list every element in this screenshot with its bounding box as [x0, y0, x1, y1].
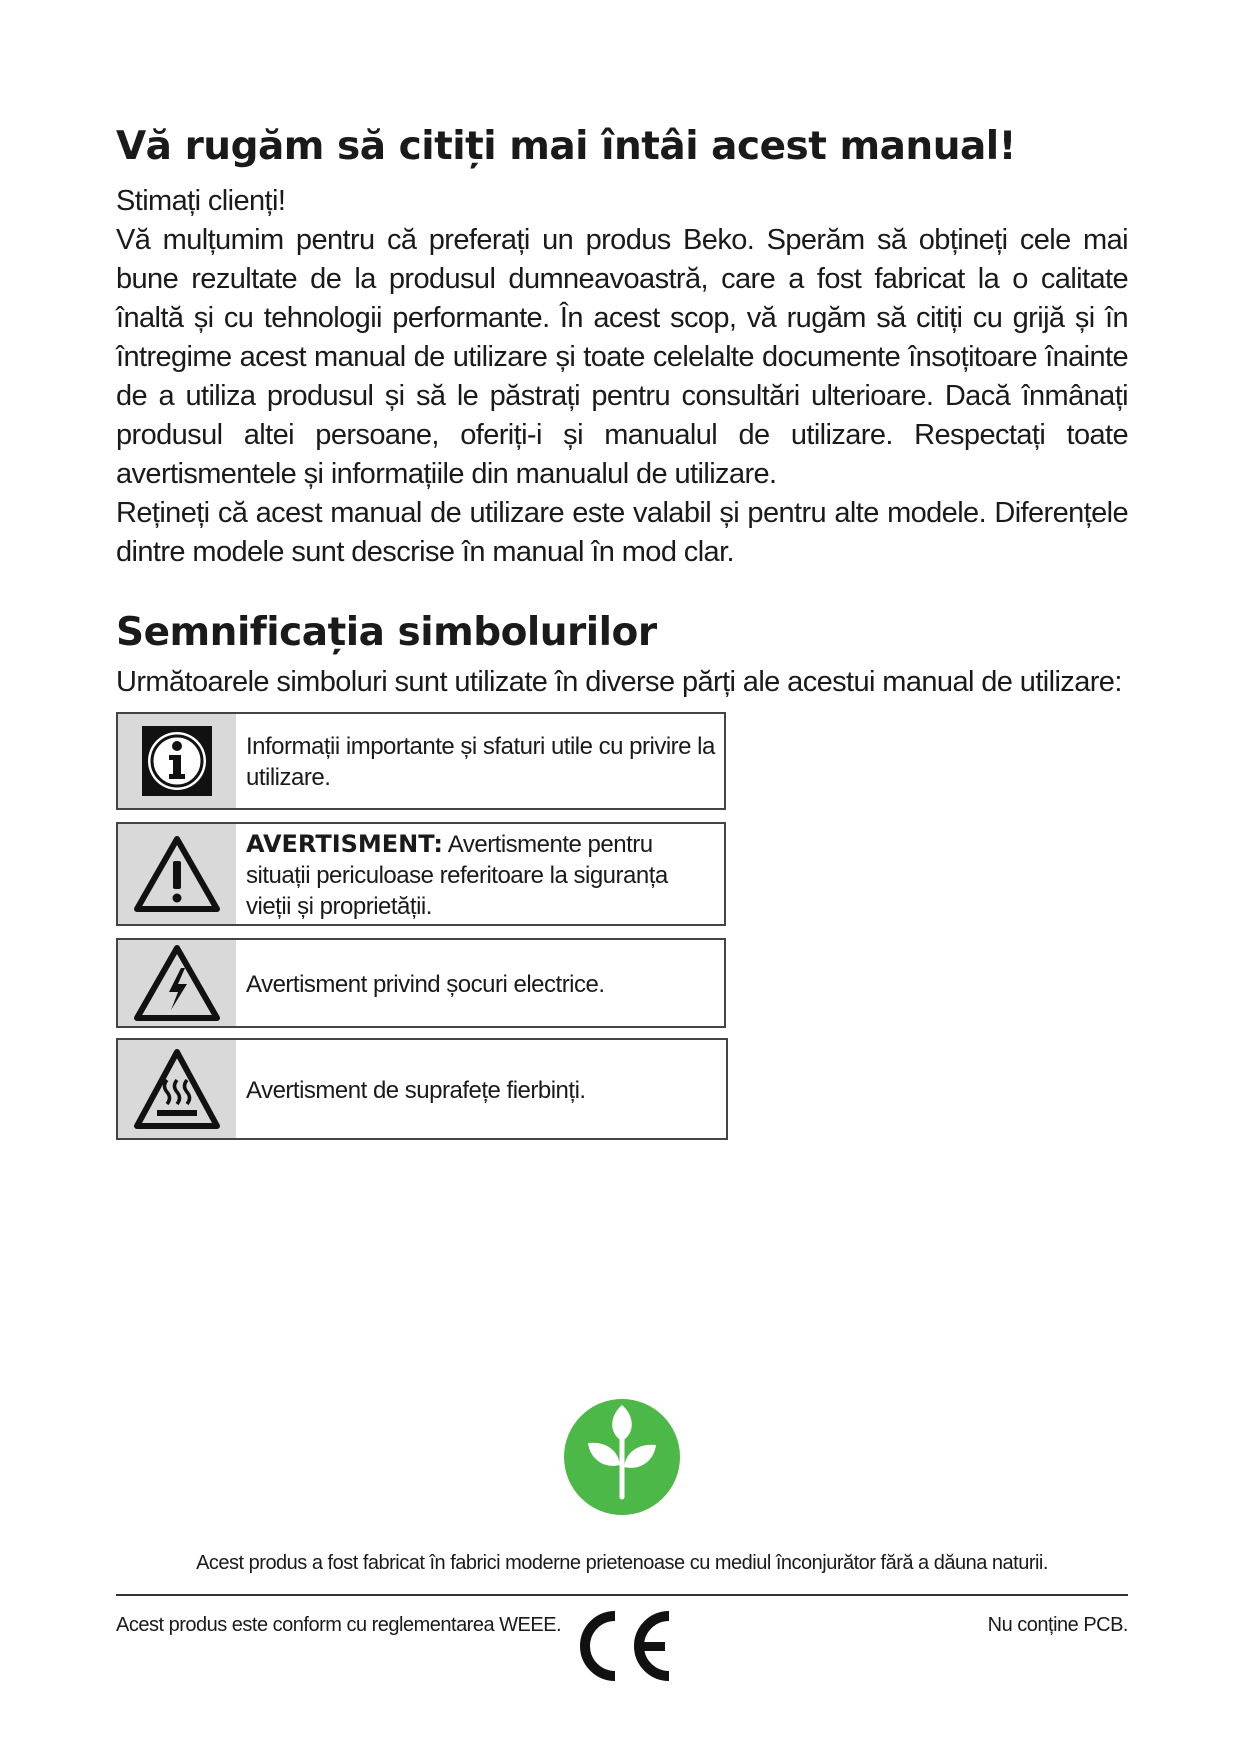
leaf-icon — [562, 1397, 682, 1522]
symbol-row-info — [116, 712, 726, 810]
page-title: Vă rugăm să citiți mai întâi acest manual! — [116, 124, 1016, 169]
symbol-text: Avertisment privind șocuri electrice. — [246, 970, 605, 998]
symbol-row-hot-surface — [116, 1038, 728, 1140]
symbol-row-warning — [116, 822, 726, 926]
warning-label: AVERTISMENT: — [246, 829, 443, 858]
eco-note: Acest produs a fost fabricat în fabrici moderne prietenoase cu mediul înconjurător fără a dăuna naturii. — [196, 1552, 1048, 1574]
intro-paragraph-1: Vă mulțumim pentru că preferați un produs Beko. Sperăm să obțineți cele mai bune rezultate de la produsul dumneavoastră, care a fost fabricat la o calitate înaltă și cu tehnologii performante. În acest scop, vă rugăm să citiți cu grijă și în întregime acest manual de utilizare și toate celelalte documente însoțitoare înainte de a utiliza produsul și să le păstrați pentru consultări ulterioare. Dacă înmânați produsul altei persoane, oferiți-i și manualul de utilizare. Respectați toate avertismentele și informațiile din manualul de utilizare. — [116, 224, 1128, 490]
ce-mark-icon — [571, 1608, 679, 1689]
electric-shock-icon — [118, 940, 236, 1026]
symbols-heading: Semnificația simbolurilor — [116, 610, 657, 655]
info-icon — [118, 714, 236, 808]
intro-section — [116, 182, 1128, 572]
hot-surface-icon — [118, 1040, 236, 1138]
pcb-note: Nu conține PCB. — [987, 1614, 1128, 1636]
symbol-row-electric — [116, 938, 726, 1028]
greeting: Stimați clienți! — [116, 185, 286, 217]
symbols-intro: Următoarele simboluri sunt utilizate în diverse părți ale acestui manual de utilizare: — [116, 666, 1122, 698]
weee-note: Acest produs este conform cu reglementarea WEEE. — [116, 1614, 562, 1636]
symbol-text: Informații importante și sfaturi utile cu privire la utilizare. — [246, 733, 715, 791]
intro-paragraph-2: Rețineți că acest manual de utilizare este valabil și pentru alte modele. Diferențele dintre modele sunt descrise în manual în mod clar. — [116, 497, 1128, 568]
warning-icon — [118, 824, 236, 924]
symbol-text: AVERTISMENT: Avertismente pentru situații periculoase referitoare la siguranța vieții și proprietății. — [246, 829, 668, 920]
footer-divider — [116, 1594, 1128, 1596]
symbol-text: Avertisment de suprafețe fierbinți. — [246, 1076, 586, 1104]
